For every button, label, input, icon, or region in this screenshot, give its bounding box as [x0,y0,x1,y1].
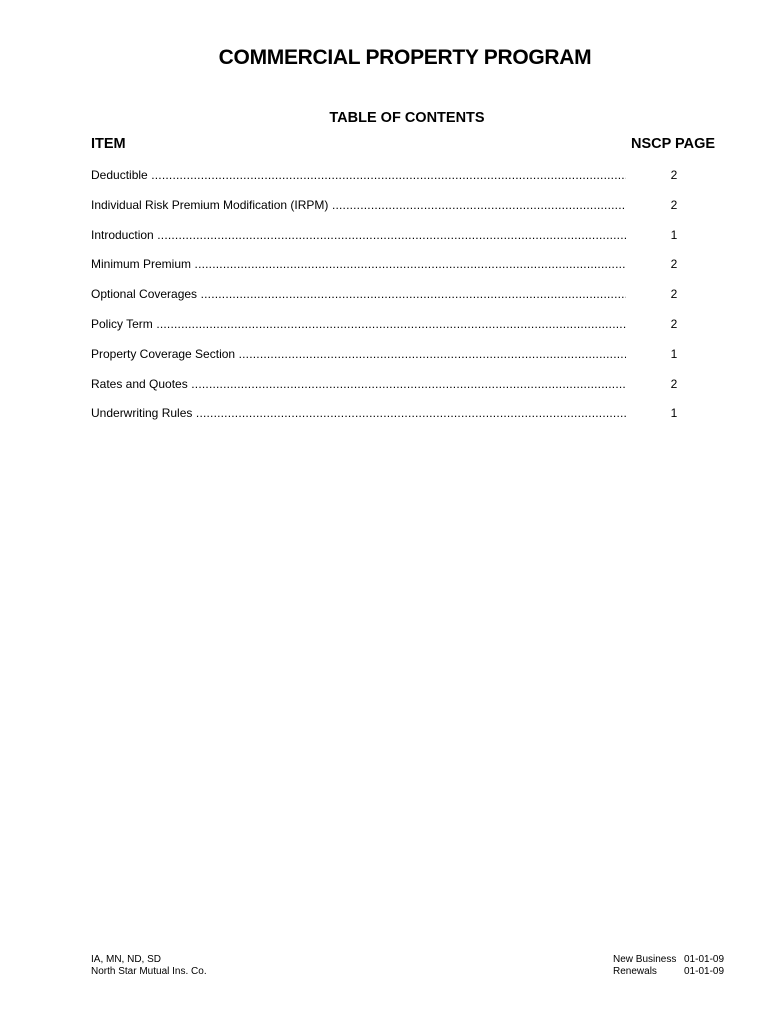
toc-entry-page: 2 [670,287,678,302]
footer-renewals-date: 01-01-09 [684,966,725,977]
toc-entry-label: Underwriting Rules ..... [91,406,626,420]
footer-company: North Star Mutual Ins. Co. [91,966,207,977]
toc-entry-page: 2 [670,197,678,212]
toc-entry-page: 2 [670,316,678,331]
toc-entry-page: 1 [670,227,678,242]
toc-list [91,168,681,436]
toc-entry [91,287,681,317]
footer-new-business-row [613,954,724,966]
toc-entry-label: Property Coverage Section ..... [91,347,626,361]
toc-entry-label: Deductible ..... [91,168,626,182]
footer-renewals-row [613,966,724,978]
toc-entry-label: Minimum Premium ..... [91,257,626,271]
toc-entry-label: Individual Risk Premium Modification (IRPM) ..... [91,198,626,212]
toc-entry-page: 2 [670,257,678,272]
toc-entry [91,377,681,407]
page-column-header: NSCP PAGE [631,136,716,152]
toc-entry-label: Introduction ..... [91,228,626,242]
toc-entry [91,347,681,377]
toc-entry [91,198,681,228]
toc-entry [91,168,681,198]
toc-heading: TABLE OF CONTENTS [329,110,485,126]
footer-new-business-date: 01-01-09 [684,954,725,965]
toc-entry [91,317,681,347]
footer-right [613,954,724,978]
toc-entry [91,228,681,258]
toc-entry-label: Policy Term ..... [91,317,626,331]
toc-entry-page: 1 [670,406,678,421]
item-column-header: ITEM [91,136,126,152]
toc-entry [91,257,681,287]
footer-renewals-label: Renewals [613,966,657,977]
toc-entry [91,406,681,436]
toc-entry-page: 2 [670,376,678,391]
toc-entry-label: Rates and Quotes ..... [91,377,626,391]
toc-entry-label: Optional Coverages ..... [91,287,626,301]
toc-entry-page: 2 [670,168,678,182]
page-title: COMMERCIAL PROPERTY PROGRAM [218,46,592,69]
footer-states: IA, MN, ND, SD [91,954,162,965]
footer-new-business-label: New Business [613,954,677,965]
footer-left [91,954,207,978]
toc-entry-page: 1 [670,346,678,361]
